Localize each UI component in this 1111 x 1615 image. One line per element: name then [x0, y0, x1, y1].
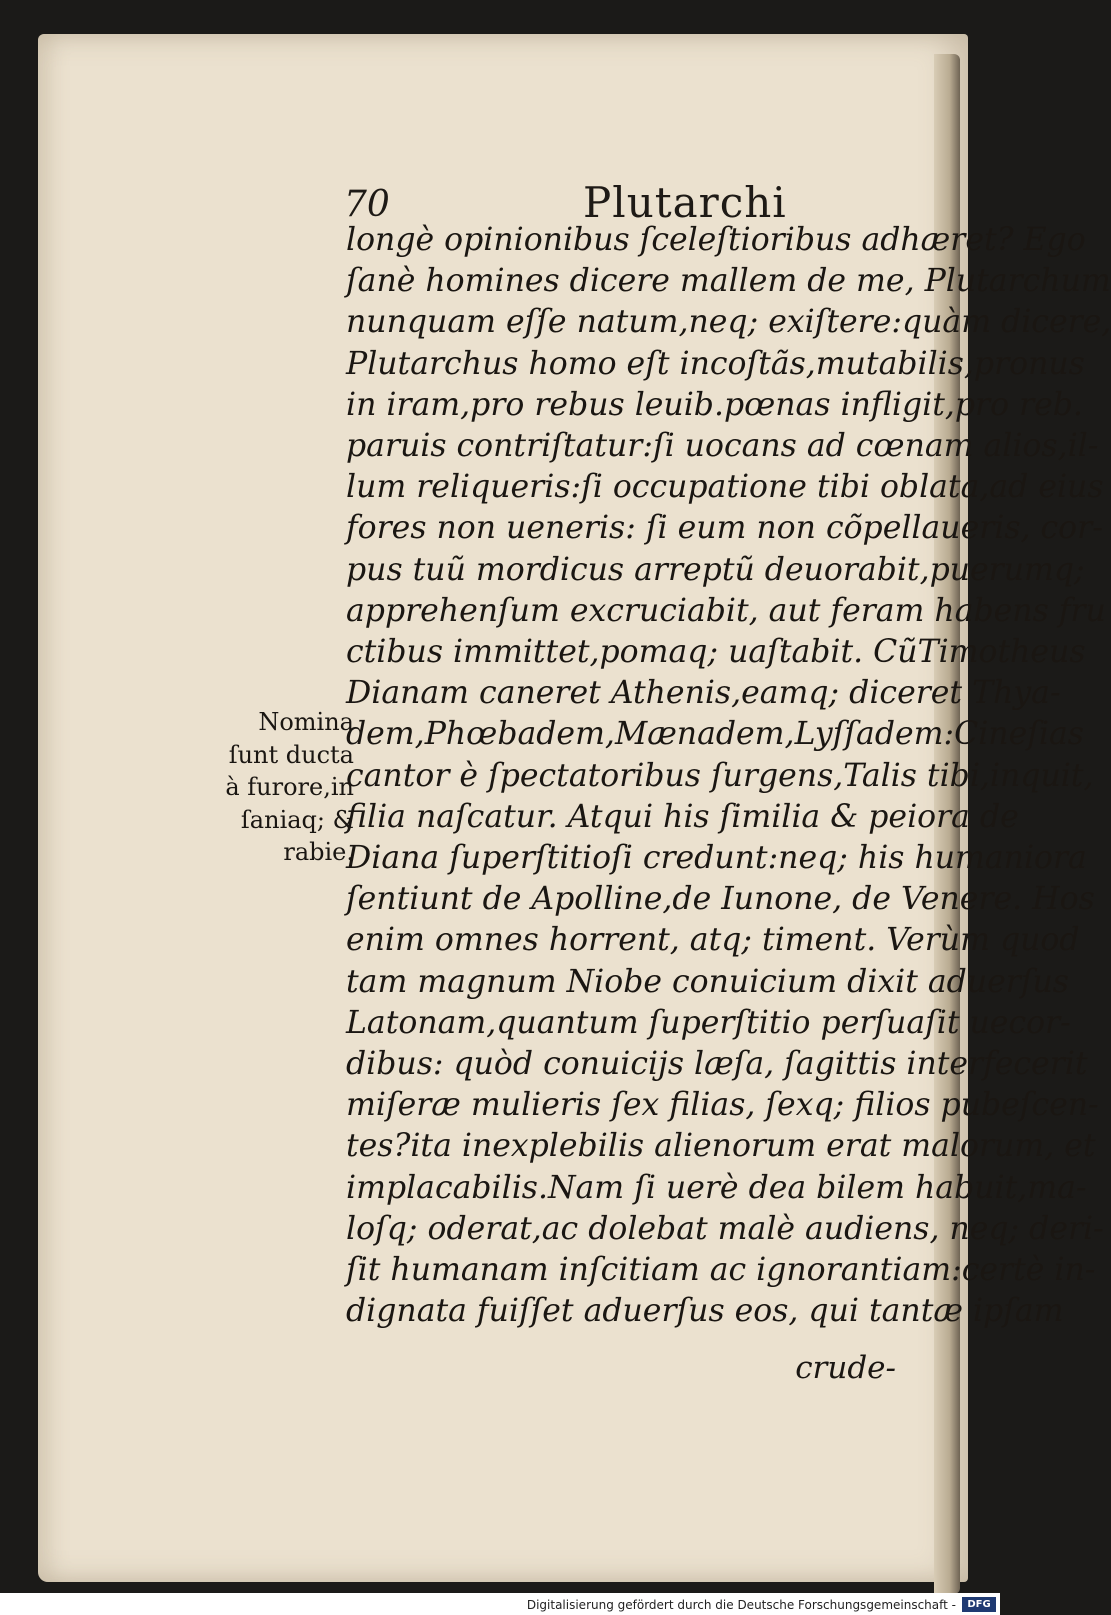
- text-line: miſeræ mulieris ſex filias, ſexq; filios pubeſcen-: [346, 1087, 1099, 1124]
- text-line: fores non ueneris: ſi eum non cõpellaueris, cor-: [346, 510, 1103, 547]
- text-line: dibus: quòd conuicijs læſa, ſagittis interfecerit: [346, 1046, 1088, 1083]
- text-line: tes?ita inexplebilis alienorum erat malorum, et: [346, 1128, 1096, 1165]
- text-line: tam magnum Niobe conuicium dixit aduerſus: [346, 963, 1069, 1000]
- text-line: longè opinionibus ſceleſtioribus adhæret? Ego: [346, 222, 1086, 258]
- text-line: ctibus immittet,pomaq; uaſtabit. CũTimotheus: [346, 634, 1086, 671]
- text-line: ſit humanam inſcitiam ac ignorantiam:certè in-: [346, 1252, 1096, 1289]
- book-page: [38, 34, 1111, 1582]
- text-line: enim omnes horrent, atq; timent. Verùm quod: [346, 922, 1080, 959]
- text-line: pus tuũ mordicus arreptũ deuorabit,puerumq;: [346, 551, 1085, 588]
- text-line: dignata fuiſſet aduerſus eos, qui tantæ ipſam: [346, 1293, 1064, 1330]
- text-line: implacabilis.Nam ſi uerè dea bilem habuit,ma-: [346, 1169, 1087, 1206]
- page-number: 70: [344, 184, 390, 225]
- running-title: Plutarchi: [583, 178, 787, 227]
- text-line: ſentiunt de Apolline,de Iunone, de Venere. Hos: [346, 881, 1095, 918]
- funding-credit: Digitalisierung gefördert durch die Deutsche Forschungsgemeinschaft -: [526, 1598, 956, 1612]
- marginal-note-line: ſaniaq; &: [240, 805, 354, 834]
- text-line: apprehenſum excruciabit, aut feram habens fru: [346, 592, 1106, 629]
- text-line: nunquam eſſe natum,neq; exiſtere:quàm dicere,: [346, 304, 1111, 341]
- text-line: Latonam,quantum ſuperſtitio perſuaſit uecor-: [346, 1004, 1071, 1041]
- body-text: [346, 220, 1111, 1332]
- text-line: loſq; oderat,ac dolebat malè audiens, neq; deri-: [346, 1210, 1104, 1247]
- text-line: cantor è ſpectatoribus ſurgens,Talis tibi,inquit,: [346, 757, 1094, 794]
- text-line: ſanè homines dicere mallem de me, Plutarchum: [346, 263, 1111, 300]
- marginal-note-line: rabie.: [283, 838, 354, 866]
- marginal-note-line: Nomina: [258, 708, 354, 736]
- footer-bar: [0, 1593, 1000, 1615]
- marginal-note: [158, 706, 354, 869]
- marginal-note-line: à furore,in: [225, 773, 354, 801]
- text-line: paruis contriſtatur:ſi uocans ad cœnam alios,il-: [346, 428, 1099, 465]
- dfg-logo: DFG: [962, 1597, 996, 1612]
- text-line: dem,Phœbadem,Mænadem,Lyſſadem:Cineſias: [346, 716, 1084, 753]
- text-line: Plutarchus homo eſt incoſtãs,mutabilis,pronus: [346, 345, 1085, 382]
- text-line: lum reliqueris:ſi occupatione tibi oblata,ad eius: [346, 469, 1104, 506]
- text-line: filia naſcatur. Atqui his ſimilia & peiora de: [346, 798, 1019, 835]
- text-line: in iram,pro rebus leuib.pœnas infligit,pro reb.: [346, 386, 1083, 423]
- marginal-note-line: ſunt ducta: [228, 740, 354, 769]
- text-line: Diana ſuperſtitioſi credunt:neq; his humaniora: [346, 840, 1087, 877]
- catchword: crude-: [795, 1350, 896, 1386]
- text-line: Dianam caneret Athenis,eamq; diceret Thya-: [346, 675, 1061, 712]
